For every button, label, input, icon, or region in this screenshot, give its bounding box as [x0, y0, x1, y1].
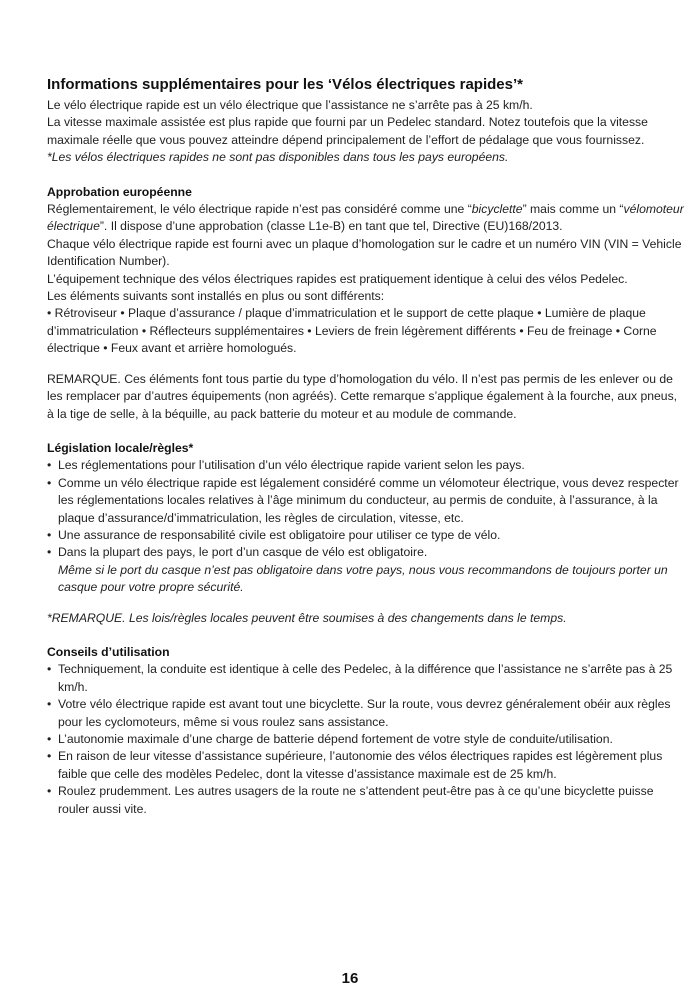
text-run-italic: bicyclette: [471, 202, 523, 217]
intro-paragraph-2: La vitesse maximale assistée est plus rapide que fourni par un Pedelec standard. Notez toutefois que la vitesse maximale réelle que vous pouvez atteindre dépend principalement de l’effort de pédalage que vous fournissez.: [47, 115, 648, 147]
approval-paragraph-4: Les éléments suivants sont installés en plus ou sont différents:: [47, 289, 385, 304]
legislation-footnote: *REMARQUE. Les lois/règles locales peuvent être soumises à des changements dans le temps.: [47, 610, 567, 625]
bullet: •: [47, 527, 52, 542]
list-item-text: Les réglementations pour l’utilisation d’un vélo électrique rapide varient selon les pays.: [58, 458, 525, 473]
approval-remark: REMARQUE. Ces éléments font tous partie du type d’homologation du vélo. Il n’est pas permis de les enlever ou de les remplacer par d’autres équipements (non agréés). Cette remarque s’applique également à la fourche, aux pneus, à la tige de selle, à la béquille, au pack batterie du moteur et au module de commande.: [47, 371, 678, 421]
bullet: •: [47, 475, 52, 490]
bullet: •: [47, 732, 52, 746]
text-run-italic: vélomoteur électrique: [47, 202, 684, 234]
legislation-list: [47, 457, 687, 561]
heading-usage-tips: Conseils d’utilisation: [47, 644, 170, 659]
helmet-note: Même si le port du casque n’est pas obligatoire dans votre pays, nous vous recommandons de toujours porter un casque pour votre propre sécurité.: [58, 562, 668, 595]
list-item: [47, 731, 687, 748]
heading-local-legislation: Législation locale/règles*: [47, 440, 194, 455]
list-item-text: Roulez prudemment. Les autres usagers de la route ne s’attendent peut-être pas à ce qu’une bicyclette puisse rouler aussi vite.: [58, 784, 654, 816]
text-run: ” mais comme un “: [522, 202, 624, 217]
bullet: •: [47, 545, 52, 560]
intro-note: *Les vélos électriques rapides ne sont pas disponibles dans tous les pays européens.: [47, 150, 509, 165]
list-item: [47, 783, 687, 818]
list-item: [47, 544, 687, 561]
heading-european-approval: Approbation européenne: [47, 184, 192, 199]
list-item: [47, 527, 687, 544]
intro-paragraph-1: Le vélo électrique rapide est un vélo électrique que l’assistance ne s’arrête pas à 25 km/h.: [47, 98, 533, 112]
approval-paragraph-3: L’équipement technique des vélos électriques rapides est pratiquement identique à celui des vélos Pedelec.: [47, 271, 628, 286]
list-item: [47, 748, 687, 783]
document-page: [47, 76, 687, 818]
text-run: Réglementairement, le vélo électrique rapide n’est pas considéré comme une “: [47, 202, 472, 217]
list-item: [47, 696, 687, 731]
page-number: 16: [341, 970, 359, 987]
approval-paragraph-1: [47, 201, 687, 236]
bullet: •: [47, 784, 52, 799]
list-item-text: Votre vélo électrique rapide est avant tout une bicyclette. Sur la route, vous devrez généralement obéir aux règles pour les cyclomoteurs, même si vous roulez sans assistance.: [58, 697, 671, 729]
bullet: •: [47, 458, 52, 473]
usage-tips-list: [47, 661, 687, 818]
approval-paragraph-2: Chaque vélo électrique rapide est fourni avec un plaque d’homologation sur le cadre et un numéro VIN (VIN = Vehicle Identification Number).: [47, 236, 682, 269]
list-item: [47, 457, 687, 474]
list-item: [47, 475, 687, 527]
text-run: ”. Il dispose d’une approbation (classe L1e-B) en tant que tel, Directive (EU)168/2013.: [99, 219, 563, 234]
bullet: •: [47, 749, 52, 764]
list-item: [47, 661, 687, 696]
list-item-text: Techniquement, la conduite est identique à celle des Pedelec, à la différence que l’assistance ne s’arrête pas à 25 km/h.: [58, 662, 673, 694]
bullet: •: [47, 697, 52, 712]
bullet: •: [47, 662, 52, 677]
list-item-text: L’autonomie maximale d’une charge de batterie dépend fortement de votre style de conduite/utilisation.: [58, 732, 613, 746]
list-item-text: Comme un vélo électrique rapide est légalement considéré comme un vélomoteur électrique, vous devez respecter les réglementations locales relatives à l’âge minimum du conducteur, au permis de conduite, à l’assurance, à la plaque d’assurance/d’immatriculation, les règles de circulation, vitesse, etc.: [58, 475, 679, 525]
list-item-text: En raison de leur vitesse d’assistance supérieure, l’autonomie des vélos électriques rapides est légèrement plus faible que celle des modèles Pedelec, dont la vitesse d’assistance maximale est de 25 km/h.: [58, 749, 663, 781]
list-item-text: Une assurance de responsabilité civile est obligatoire pour utiliser ce type de vélo.: [58, 527, 501, 542]
list-item-text: Dans la plupart des pays, le port d’un casque de vélo est obligatoire.: [58, 545, 428, 560]
section-title: Informations supplémentaires pour les ‘Vélos électriques rapides’*: [47, 76, 523, 93]
approval-equipment-list: • Rétroviseur • Plaque d’assurance / plaque d’immatriculation et le support de cette plaque • Lumière de plaque d’immatriculation • Réflecteurs supplémentaires • Leviers de frein légèrement différents • Feu de freinage • Corne électrique • Feux avant et arrière homologués.: [47, 306, 657, 356]
